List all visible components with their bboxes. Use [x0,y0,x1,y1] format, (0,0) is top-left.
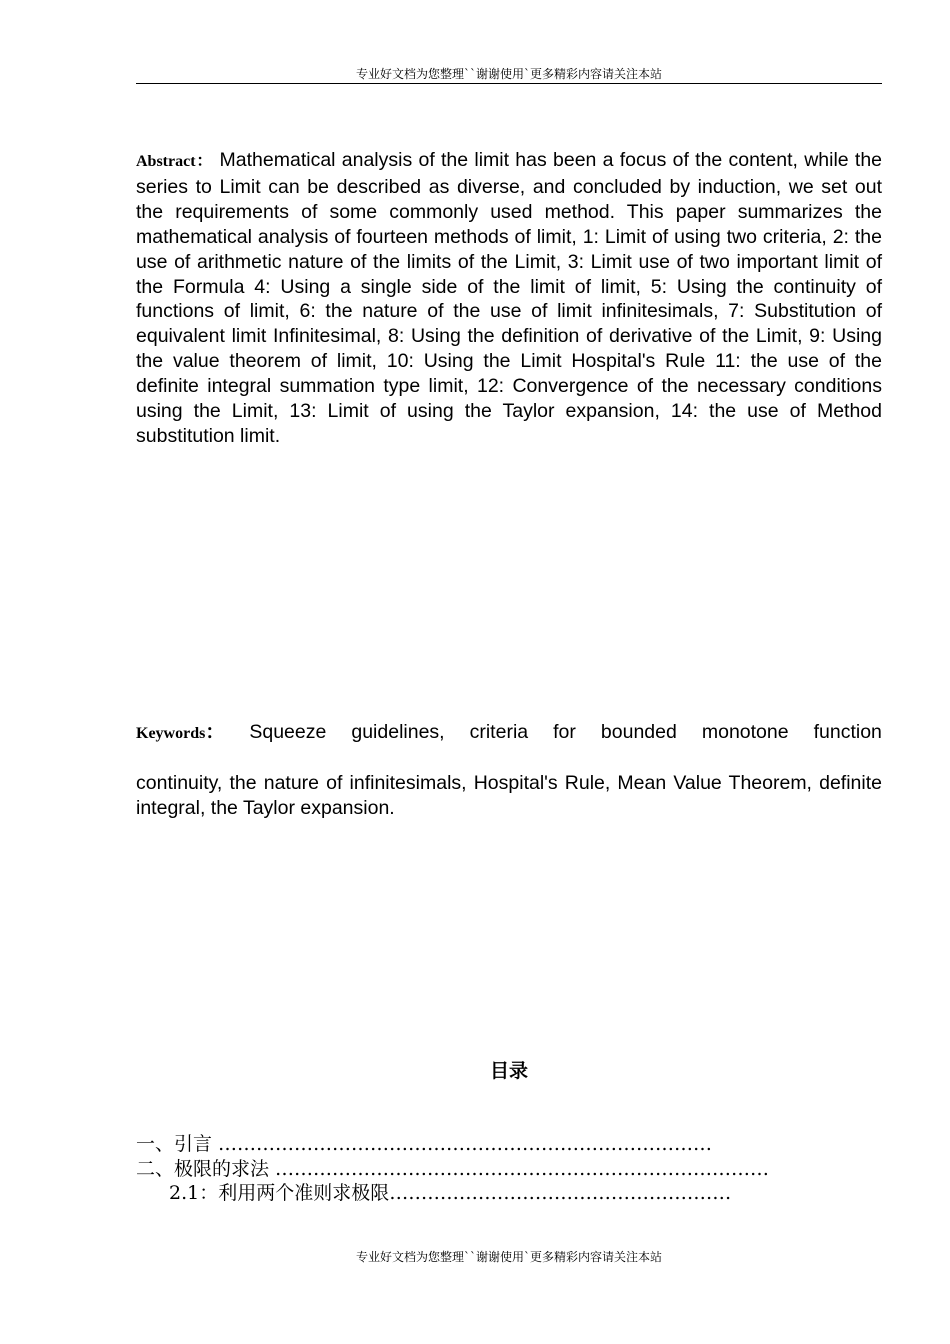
table-of-contents [136,1132,882,1206]
keywords-label-group [136,720,224,747]
toc-entry-label: 二、极限的求法 [136,1157,276,1180]
abstract-text: Mathematical analysis of the limit has been a focus of the content, while the series to Limit can be described as diverse, and concluded by induction, we set out the requirements of some commonly used method. This paper summarizes the mathematical analysis of fourteen methods of limit, 1: Limit of using two criteria, 2: the use of arithmetic nature of the limits of the Limit, 3: Limit use of two important limit of the Formula 4: Using a single side of the limit of limit, 5: Using the continuity of functions of limit, 6: the nature of the use of limit infinitesimals, 7: Substitution of equivalent limit Infinitesimal, 8: Using the definition of derivative of the Limit, 9: Using the value theorem of limit, 10: Using the Limit Hospital's Rule 11: the use of the definite integral summation type limit, 12: Convergence of the necessary conditions using the Limit, 13: Limit of using the Taylor expansion, 14: the use of Method substitution limit. [136,149,883,447]
toc-leader-dots: ……………………………………………… [389,1182,732,1204]
toc-title: 目录 [489,1060,528,1082]
toc-entry-limit-methods[interactable] [136,1157,882,1182]
keywords-paragraph [136,720,882,821]
abstract-paragraph [136,148,882,449]
abstract-label: Abstract： [136,153,214,170]
keyword-word: function [813,721,882,743]
keyword-word: guidelines, [351,721,445,743]
keyword-word: criteria [469,721,529,743]
keywords-label: Keywords [136,725,206,742]
keywords-colon: ： [205,722,225,743]
toc-entry-2-1[interactable] [136,1181,882,1206]
toc-leader-dots: …………………………………………………………………… [275,1157,770,1180]
toc-leader-dots: …………………………………………………………………… [218,1133,713,1155]
keywords-text: continuity, the nature of infinitesimals, Hospital's Rule, Mean Value Theorem, definite integral, the Taylor expansion. [136,771,882,819]
keyword-word: Squeeze [249,721,327,743]
keyword-word: bounded [600,721,677,743]
keyword-word: for [553,721,576,743]
keyword-word: monotone [701,721,789,743]
toc-entry-introduction[interactable] [136,1132,882,1157]
header-divider [136,83,882,84]
toc-entry-label: 2.1：利用两个准则求极限 [169,1182,390,1204]
toc-entry-label: 一、引言 [136,1133,219,1155]
page-header: 专业好文档为您整理``谢谢使用`更多精彩内容请关注本站 [355,67,662,81]
page-footer: 专业好文档为您整理``谢谢使用`更多精彩内容请关注本站 [355,1250,662,1264]
keywords-first-line [136,720,882,747]
